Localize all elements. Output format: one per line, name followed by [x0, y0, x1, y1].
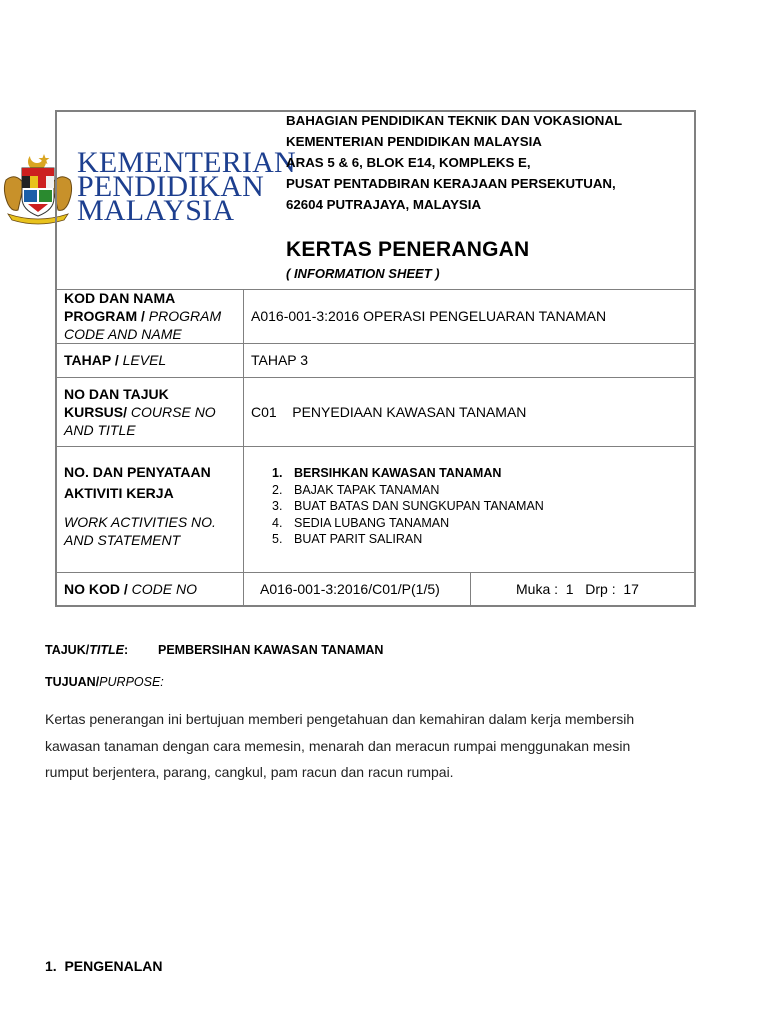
title-colon: :	[123, 643, 129, 657]
program-label-line1: KOD DAN NAMA	[64, 290, 176, 306]
course-label	[64, 385, 216, 439]
table-divider	[57, 572, 694, 573]
course-label-line3: AND TITLE	[64, 422, 136, 438]
sheet-subtitle: ( INFORMATION SHEET )	[286, 266, 440, 281]
purpose-paragraph	[45, 706, 725, 786]
list-item	[272, 482, 544, 499]
page-number: Muka : 1 Drp : 17	[516, 581, 639, 597]
course-label-line1: NO DAN TAJUK	[64, 386, 169, 402]
code-value: A016-001-3:2016/C01/P(1/5)	[260, 581, 440, 597]
purpose-label-italic: PURPOSE:	[99, 675, 164, 689]
list-item	[272, 465, 544, 482]
list-item-number: 1.	[272, 466, 283, 480]
list-item	[272, 531, 544, 548]
purpose-line	[45, 675, 164, 689]
address-line: KEMENTERIAN PENDIDIKAN MALAYSIA	[286, 134, 542, 149]
list-item	[272, 515, 544, 532]
list-item-number: 5.	[272, 532, 283, 546]
title-line	[45, 643, 384, 657]
activities-label-line4: AND STATEMENT	[64, 532, 181, 548]
program-label-line2-italic: PROGRAM	[144, 308, 222, 324]
logo-line-3: MALAYSIA	[77, 194, 235, 227]
title-value: PEMBERSIHAN KAWASAN TANAMAN	[158, 643, 384, 657]
level-label-italic: LEVEL	[118, 352, 167, 368]
activities-label	[64, 463, 216, 549]
code-label-bold: NO KOD /	[64, 581, 128, 597]
table-divider	[57, 446, 694, 447]
table-column-divider	[470, 572, 471, 607]
title-label-italic: TITLE	[89, 643, 124, 657]
address-line: PUSAT PENTADBIRAN KERAJAAN PERSEKUTUAN,	[286, 176, 616, 191]
level-value: TAHAP 3	[251, 352, 309, 368]
purpose-label: TUJUAN/	[45, 675, 100, 689]
section-heading: 1. PENGENALAN	[45, 958, 163, 974]
program-value: A016-001-3:2016 OPERASI PENGELUARAN TANAMAN	[251, 308, 607, 324]
level-label-bold: TAHAP /	[64, 352, 119, 368]
level-label	[64, 351, 166, 369]
code-label	[64, 580, 197, 598]
sheet-title: KERTAS PENERANGAN	[286, 238, 530, 261]
course-label-line2-bold: KURSUS/	[64, 404, 128, 420]
table-column-divider	[243, 289, 244, 607]
paragraph-line: rumput berjentera, parang, cangkul, pam racun dan racun rumpai.	[45, 764, 454, 780]
list-item-text: BUAT PARIT SALIRAN	[294, 532, 423, 546]
activities-label-line2: AKTIVITI KERJA	[64, 485, 174, 501]
activities-label-line1: NO. DAN PENYATAAN	[64, 464, 211, 480]
address-line: BAHAGIAN PENDIDIKAN TEKNIK DAN VOKASIONAL	[286, 113, 623, 128]
code-label-italic: CODE NO	[127, 581, 198, 597]
address-line: 62604 PUTRAJAYA, MALAYSIA	[286, 197, 482, 212]
address-line: ARAS 5 & 6, BLOK E14, KOMPLEKS E,	[286, 155, 531, 170]
logo-line-2: PENDIDIKAN	[77, 170, 264, 203]
list-item-number: 2.	[272, 482, 283, 497]
course-value: C01 PENYEDIAAN KAWASAN TANAMAN	[251, 404, 527, 420]
list-item-text: BERSIHKAN KAWASAN TANAMAN	[294, 466, 502, 480]
logo-line-1: KEMENTERIAN	[77, 146, 296, 179]
program-label-line3: CODE AND NAME	[64, 326, 182, 342]
program-label	[64, 289, 221, 343]
ministry-address	[286, 110, 622, 215]
program-label-line2-bold: PROGRAM /	[64, 308, 145, 324]
course-label-line2-italic: COURSE NO	[127, 404, 216, 420]
list-item	[272, 498, 544, 515]
list-item-text: BUAT BATAS DAN SUNGKUPAN TANAMAN	[294, 499, 544, 513]
activities-list	[272, 465, 544, 548]
table-divider	[57, 343, 694, 344]
list-item-text: SEDIA LUBANG TANAMAN	[294, 515, 450, 530]
list-item-number: 4.	[272, 515, 283, 530]
list-item-text: BAJAK TAPAK TANAMAN	[294, 482, 440, 497]
activities-label-line3: WORK ACTIVITIES NO.	[64, 514, 216, 530]
paragraph-line: kawasan tanaman dengan cara memesin, menarah dan meracun rumpai menggunakan mesin	[45, 737, 631, 754]
list-item-number: 3.	[272, 499, 283, 513]
paragraph-line: Kertas penerangan ini bertujuan memberi pengetahuan dan kemahiran dalam kerja membersih	[45, 711, 635, 727]
title-label: TAJUK/	[45, 643, 90, 657]
table-divider	[57, 377, 694, 378]
